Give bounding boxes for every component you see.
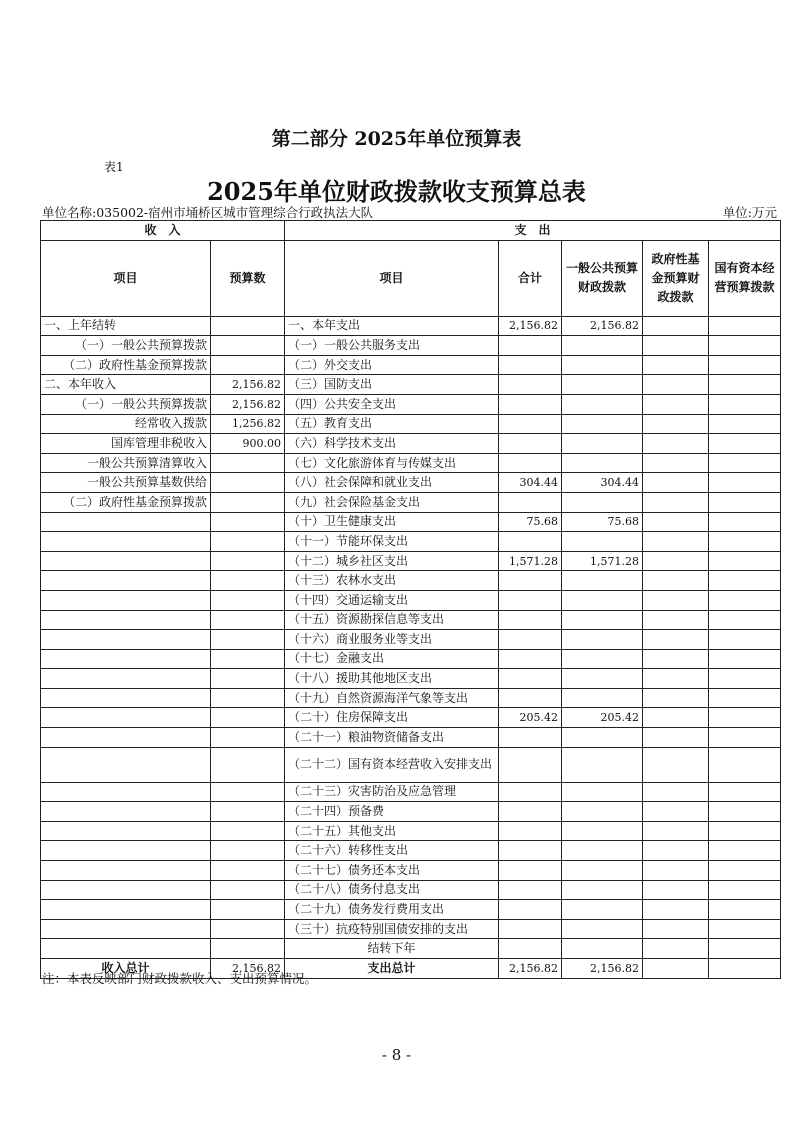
expense-total (499, 394, 562, 414)
expense-gov-fund (643, 802, 709, 822)
expense-state-capital (709, 728, 781, 748)
expense-general (562, 492, 643, 512)
expense-gov-fund (643, 316, 709, 336)
income-value (211, 841, 285, 861)
income-item: 二、本年收入 (41, 375, 211, 395)
income-value: 2,156.82 (211, 394, 285, 414)
income-value (211, 669, 285, 689)
expense-state-capital (709, 782, 781, 802)
expense-total (499, 336, 562, 356)
income-value (211, 512, 285, 532)
expense-state-capital (709, 861, 781, 881)
income-value (211, 688, 285, 708)
expense-total: 205.42 (499, 708, 562, 728)
expense-total: 304.44 (499, 473, 562, 493)
income-item: 一、上年结转 (41, 316, 211, 336)
expense-item: （二十二）国有资本经营收入安排支出 (285, 747, 499, 782)
table-number: 表1 (104, 160, 124, 174)
expense-gov-fund (643, 414, 709, 434)
expense-total (499, 375, 562, 395)
income-value (211, 900, 285, 920)
col-item: 项目 (41, 240, 211, 316)
expense-general: 1,571.28 (562, 551, 643, 571)
expense-state-capital (709, 532, 781, 552)
table-row (41, 316, 781, 336)
expense-total (499, 861, 562, 881)
table-row (41, 688, 781, 708)
income-value (211, 551, 285, 571)
expense-gov-fund (643, 355, 709, 375)
expense-item: （一）一般公共服务支出 (285, 336, 499, 356)
expense-general (562, 355, 643, 375)
expense-general (562, 336, 643, 356)
col-total: 合计 (499, 240, 562, 316)
expense-state-capital (709, 492, 781, 512)
expense-general: 2,156.82 (562, 316, 643, 336)
table-row (41, 610, 781, 630)
expense-state-capital (709, 669, 781, 689)
table-row (41, 630, 781, 650)
table-row (41, 394, 781, 414)
expense-gov-fund (643, 821, 709, 841)
expense-general (562, 900, 643, 920)
expense-total (499, 919, 562, 939)
income-item: （二）政府性基金预算拨款 (41, 355, 211, 375)
table-row (41, 532, 781, 552)
expense-item: （十六）商业服务业等支出 (285, 630, 499, 650)
income-item (41, 747, 211, 782)
income-value (211, 782, 285, 802)
income-value (211, 919, 285, 939)
expense-gov-fund (643, 880, 709, 900)
income-value: 1,256.82 (211, 414, 285, 434)
income-item (41, 728, 211, 748)
unit-name: 单位名称:035002-宿州市埇桥区城市管理综合行政执法大队 (42, 205, 374, 220)
expense-total (499, 571, 562, 591)
income-value (211, 610, 285, 630)
expense-item: （二十七）债务还本支出 (285, 861, 499, 881)
income-value (211, 590, 285, 610)
income-item (41, 708, 211, 728)
expense-general (562, 939, 643, 959)
expense-general (562, 728, 643, 748)
expense-gov-fund (643, 571, 709, 591)
expense-general (562, 414, 643, 434)
expense-gov-fund (643, 669, 709, 689)
expense-gov-fund (643, 708, 709, 728)
expense-item: 结转下年 (285, 939, 499, 959)
expense-item: （二十）住房保障支出 (285, 708, 499, 728)
table-row (41, 747, 781, 782)
expense-gov-fund (643, 782, 709, 802)
table-title: 2025年单位财政拨款收支预算总表 (207, 177, 586, 206)
expense-total (499, 821, 562, 841)
income-item (41, 532, 211, 552)
income-header: 收 入 (41, 221, 285, 241)
expense-item: （四）公共安全支出 (285, 394, 499, 414)
expense-state-capital (709, 688, 781, 708)
expense-item: （二十三）灾害防治及应急管理 (285, 782, 499, 802)
income-item (41, 610, 211, 630)
income-value (211, 336, 285, 356)
expense-general (562, 610, 643, 630)
income-item (41, 551, 211, 571)
expense-item: （二十四）预备费 (285, 802, 499, 822)
income-item (41, 861, 211, 881)
expense-total (499, 747, 562, 782)
income-item (41, 900, 211, 920)
expense-general (562, 782, 643, 802)
income-value (211, 802, 285, 822)
expense-gov-fund (643, 939, 709, 959)
expense-state-capital (709, 336, 781, 356)
expense-gov-fund (643, 532, 709, 552)
expense-general (562, 590, 643, 610)
expense-general (562, 394, 643, 414)
income-value (211, 747, 285, 782)
table-row (41, 841, 781, 861)
expense-general: 205.42 (562, 708, 643, 728)
expense-state-capital (709, 821, 781, 841)
expense-item: （六）科学技术支出 (285, 434, 499, 454)
expense-total (499, 782, 562, 802)
expense-total: 2,156.82 (499, 316, 562, 336)
table-row (41, 919, 781, 939)
expense-item: （五）教育支出 (285, 414, 499, 434)
expense-state-capital (709, 434, 781, 454)
income-value (211, 473, 285, 493)
expense-general (562, 532, 643, 552)
expense-header: 支 出 (285, 221, 781, 241)
expense-state-capital (709, 473, 781, 493)
expense-item: （八）社会保障和就业支出 (285, 473, 499, 493)
expense-state-capital (709, 375, 781, 395)
expense-item: （九）社会保险基金支出 (285, 492, 499, 512)
expense-total (499, 880, 562, 900)
expense-gov-fund (643, 747, 709, 782)
table-row (41, 336, 781, 356)
table-row (41, 802, 781, 822)
income-item (41, 841, 211, 861)
expense-general (562, 747, 643, 782)
income-value (211, 861, 285, 881)
expense-general (562, 375, 643, 395)
expense-total (499, 590, 562, 610)
income-item: （一）一般公共预算拨款 (41, 336, 211, 356)
income-item (41, 688, 211, 708)
expense-gov-fund (643, 688, 709, 708)
table-row (41, 571, 781, 591)
expense-gov-fund (643, 453, 709, 473)
expense-general (562, 688, 643, 708)
expense-general (562, 649, 643, 669)
income-item: （二）政府性基金预算拨款 (41, 492, 211, 512)
expense-item: （二十五）其他支出 (285, 821, 499, 841)
expense-gov-fund (643, 841, 709, 861)
income-value: 2,156.82 (211, 375, 285, 395)
income-total-label: 收入总计 (41, 959, 211, 979)
income-item (41, 630, 211, 650)
table-row (41, 453, 781, 473)
expense-general-total: 2,156.82 (562, 959, 643, 979)
income-value (211, 939, 285, 959)
expense-general (562, 630, 643, 650)
expense-state-capital (709, 590, 781, 610)
income-value (211, 630, 285, 650)
income-item (41, 919, 211, 939)
expense-state-capital (709, 453, 781, 473)
income-item (41, 802, 211, 822)
expense-total (499, 900, 562, 920)
expense-total (499, 802, 562, 822)
expense-item: （二十一）粮油物资储备支出 (285, 728, 499, 748)
expense-item: （十二）城乡社区支出 (285, 551, 499, 571)
page-number: - 8 - (381, 1046, 412, 1064)
expense-general (562, 821, 643, 841)
income-item: 一般公共预算清算收入 (41, 453, 211, 473)
expense-general (562, 841, 643, 861)
income-item (41, 782, 211, 802)
income-item (41, 939, 211, 959)
expense-item: （十五）资源勘探信息等支出 (285, 610, 499, 630)
expense-gov-fund (643, 630, 709, 650)
income-item (41, 590, 211, 610)
expense-item: （十）卫生健康支出 (285, 512, 499, 532)
expense-state-capital (709, 841, 781, 861)
income-item: 一般公共预算基数供给 (41, 473, 211, 493)
expense-item: （十一）节能环保支出 (285, 532, 499, 552)
table-row (41, 821, 781, 841)
expense-total (499, 453, 562, 473)
expense-item: 一、本年支出 (285, 316, 499, 336)
expense-total (499, 630, 562, 650)
expense-general (562, 434, 643, 454)
table-row (41, 590, 781, 610)
table-row (41, 900, 781, 920)
expense-item: （七）文化旅游体育与传媒支出 (285, 453, 499, 473)
income-item: （一）一般公共预算拨款 (41, 394, 211, 414)
expense-state-capital (709, 649, 781, 669)
expense-total (499, 669, 562, 689)
expense-state-capital (709, 316, 781, 336)
table-row (41, 782, 781, 802)
expense-total (499, 939, 562, 959)
income-value (211, 532, 285, 552)
expense-item: （三）国防支出 (285, 375, 499, 395)
expense-gov-fund (643, 375, 709, 395)
expense-gov-fund (643, 551, 709, 571)
expense-total-value: 2,156.82 (499, 959, 562, 979)
col-gov-fund: 政府性基金预算财政拨款 (643, 240, 709, 316)
table-row (41, 708, 781, 728)
income-value (211, 880, 285, 900)
income-value (211, 571, 285, 591)
currency-unit: 单位:万元 (722, 205, 777, 220)
expense-general (562, 453, 643, 473)
expense-gov-fund (643, 610, 709, 630)
expense-state-capital (709, 355, 781, 375)
expense-total (499, 728, 562, 748)
expense-total (499, 532, 562, 552)
income-item (41, 821, 211, 841)
expense-total (499, 688, 562, 708)
section-heading: 第二部分 2025年单位预算表 (271, 128, 522, 150)
expense-item: （三十）抗疫特别国债安排的支出 (285, 919, 499, 939)
income-value: 900.00 (211, 434, 285, 454)
expense-item: （十八）援助其他地区支出 (285, 669, 499, 689)
expense-gov-fund (643, 473, 709, 493)
expense-gov-fund (643, 900, 709, 920)
expense-state-capital (709, 747, 781, 782)
table-row (41, 728, 781, 748)
expense-gov-fund (643, 492, 709, 512)
expense-total (499, 355, 562, 375)
table-row (41, 880, 781, 900)
expense-item: （二十六）转移性支出 (285, 841, 499, 861)
expense-gov-fund (643, 434, 709, 454)
expense-item: （十九）自然资源海洋气象等支出 (285, 688, 499, 708)
expense-item: （十三）农林水支出 (285, 571, 499, 591)
table-row (41, 492, 781, 512)
expense-total-label: 支出总计 (285, 959, 499, 979)
income-item (41, 649, 211, 669)
table-row (41, 939, 781, 959)
expense-gov-fund (643, 512, 709, 532)
expense-item: （二）外交支出 (285, 355, 499, 375)
income-item (41, 571, 211, 591)
state-capital-total (709, 959, 781, 979)
income-value (211, 492, 285, 512)
expense-state-capital (709, 394, 781, 414)
expense-state-capital (709, 512, 781, 532)
expense-state-capital (709, 414, 781, 434)
expense-general (562, 802, 643, 822)
gov-fund-total (643, 959, 709, 979)
col-state-capital: 国有资本经营预算拨款 (709, 240, 781, 316)
budget-table (40, 220, 781, 979)
table-row (41, 649, 781, 669)
table-row (41, 512, 781, 532)
expense-state-capital (709, 551, 781, 571)
expense-total (499, 492, 562, 512)
expense-gov-fund (643, 590, 709, 610)
col-item2: 项目 (285, 240, 499, 316)
income-value (211, 355, 285, 375)
expense-gov-fund (643, 919, 709, 939)
expense-gov-fund (643, 394, 709, 414)
income-value (211, 821, 285, 841)
expense-state-capital (709, 900, 781, 920)
expense-state-capital (709, 610, 781, 630)
table-row (41, 669, 781, 689)
income-item: 国库管理非税收入 (41, 434, 211, 454)
income-item (41, 669, 211, 689)
table-row (41, 861, 781, 881)
expense-state-capital (709, 802, 781, 822)
col-general: 一般公共预算财政拨款 (562, 240, 643, 316)
income-item (41, 512, 211, 532)
table-row (41, 434, 781, 454)
table-row (41, 473, 781, 493)
table-row (41, 355, 781, 375)
expense-total (499, 414, 562, 434)
expense-general (562, 880, 643, 900)
table-row (41, 551, 781, 571)
expense-gov-fund (643, 728, 709, 748)
expense-general (562, 669, 643, 689)
expense-item: （二十九）债务发行费用支出 (285, 900, 499, 920)
expense-total (499, 841, 562, 861)
expense-item: （十四）交通运输支出 (285, 590, 499, 610)
income-value (211, 708, 285, 728)
expense-state-capital (709, 939, 781, 959)
expense-general (562, 861, 643, 881)
expense-gov-fund (643, 649, 709, 669)
income-value (211, 453, 285, 473)
expense-general: 304.44 (562, 473, 643, 493)
table-row (41, 375, 781, 395)
expense-state-capital (709, 880, 781, 900)
expense-item: （十七）金融支出 (285, 649, 499, 669)
expense-total (499, 649, 562, 669)
expense-total: 1,571.28 (499, 551, 562, 571)
income-item (41, 880, 211, 900)
expense-total: 75.68 (499, 512, 562, 532)
col-budget: 预算数 (211, 240, 285, 316)
expense-total (499, 434, 562, 454)
table-row (41, 414, 781, 434)
expense-total (499, 610, 562, 630)
expense-state-capital (709, 630, 781, 650)
expense-gov-fund (643, 336, 709, 356)
expense-general: 75.68 (562, 512, 643, 532)
expense-state-capital (709, 708, 781, 728)
income-value (211, 649, 285, 669)
income-value (211, 728, 285, 748)
expense-item: （二十八）债务付息支出 (285, 880, 499, 900)
expense-general (562, 919, 643, 939)
expense-general (562, 571, 643, 591)
expense-state-capital (709, 919, 781, 939)
expense-gov-fund (643, 861, 709, 881)
table-note: 注：本表反映部门财政拨款收入、支出预算情况。 (42, 971, 318, 986)
income-item: 经常收入拨款 (41, 414, 211, 434)
income-value (211, 316, 285, 336)
income-total-value: 2,156.82 (211, 959, 285, 979)
expense-state-capital (709, 571, 781, 591)
